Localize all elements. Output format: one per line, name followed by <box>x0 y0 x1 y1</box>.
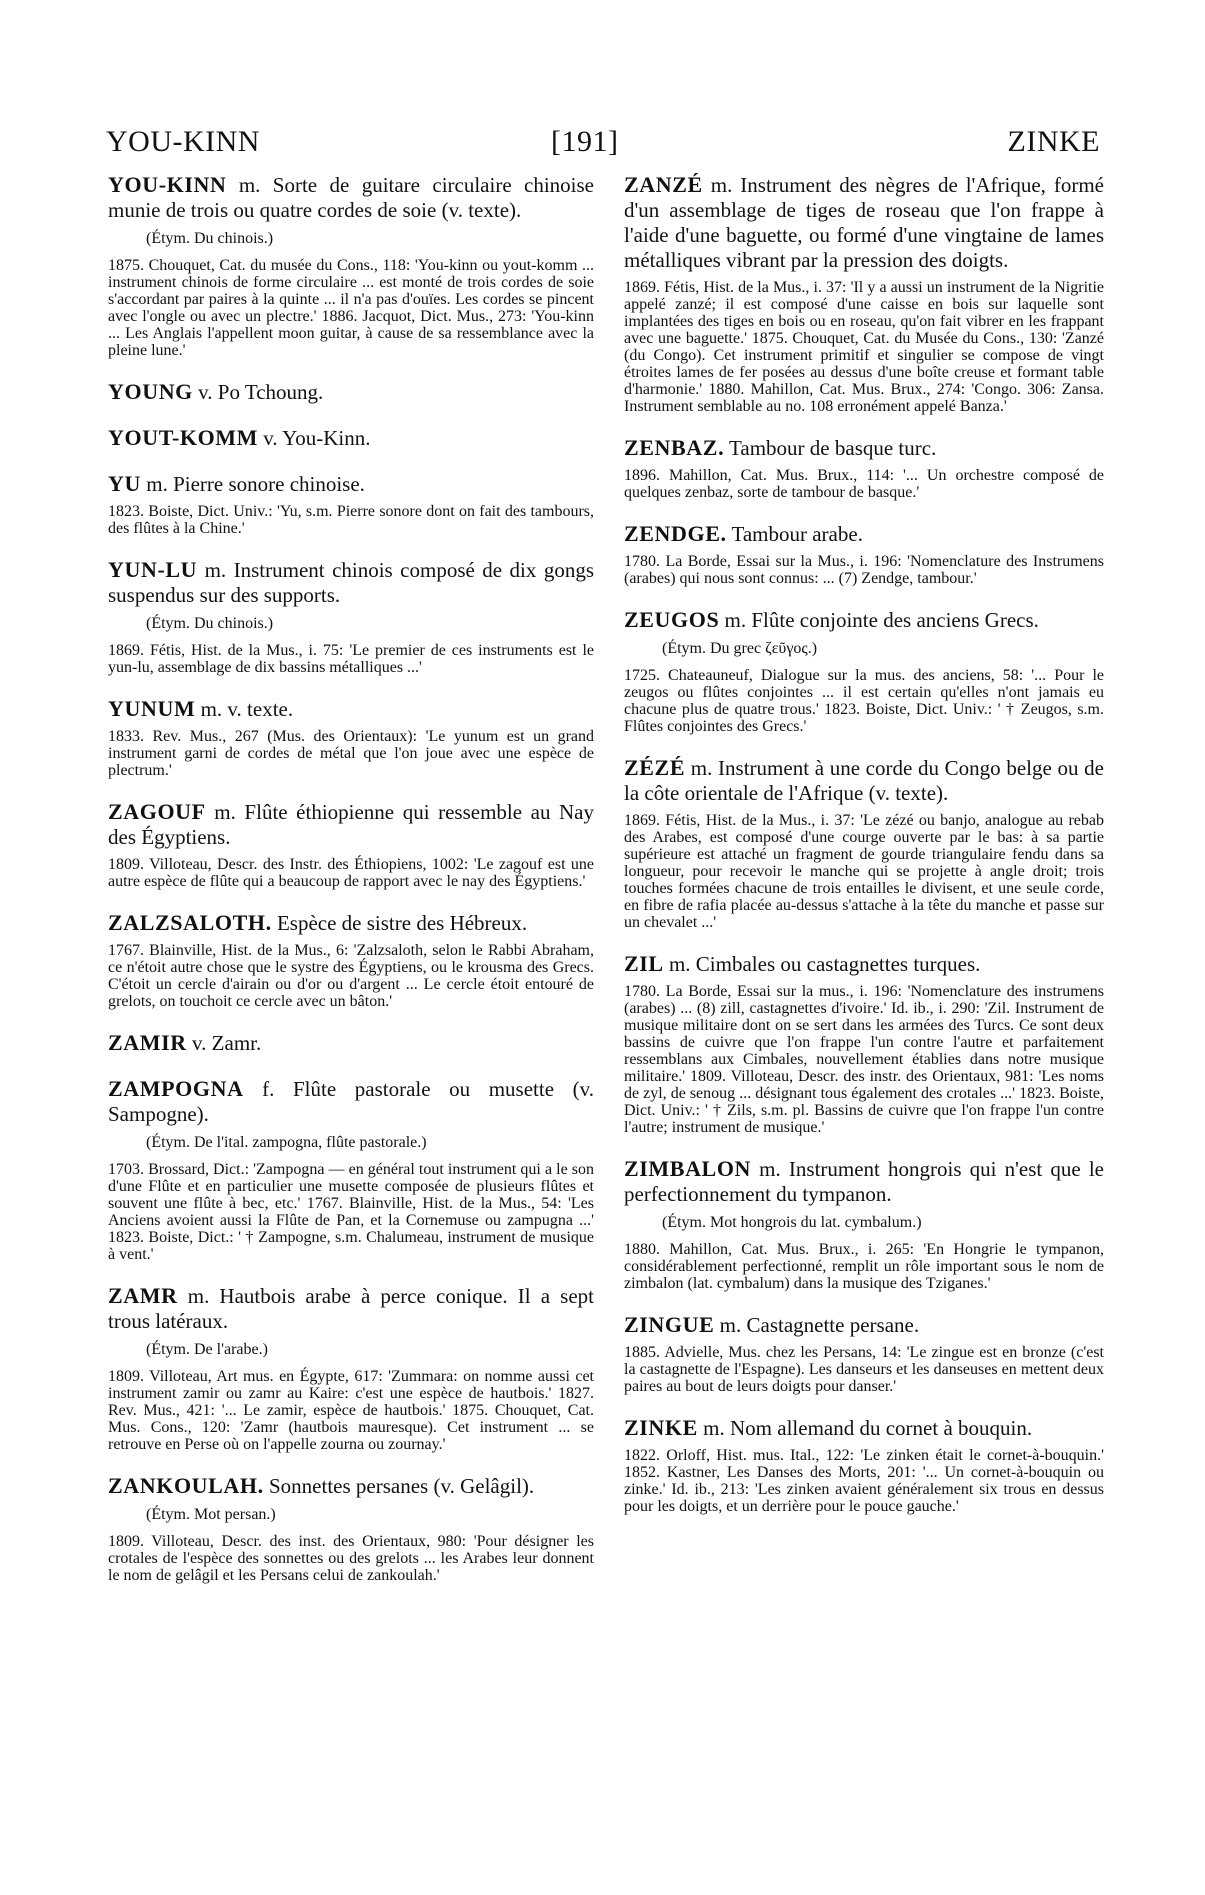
dictionary-entry <box>108 910 594 1010</box>
entry-definition-line <box>624 172 1104 273</box>
entry-citations: 1880. Mahillon, Cat. Mus. Brux., i. 265: 'En Hongrie le tympanon, considérablement perfectionné, remplit un rôle important sous le nom de zimbalon (lat. cymbalum) dans la musique des Tziganes.' <box>624 1241 1104 1292</box>
page-number: [191] <box>551 125 619 158</box>
entry-headword: YOU-KINN <box>108 172 227 197</box>
entry-citations: 1703. Brossard, Dict.: 'Zampogna — en général tout instrument qui a le son d'une Flûte et en particulier une musette composée de plusieurs flûtes et souvent une flûte à bec, etc.' 1767. Blainville, Hist. de la Mus., 54: 'Les Anciens avoient aussi la Flûte de Pan, et la Cornemuse ou zampugna ...' 1823. Boiste, Dict.: ' † Zampogne, s.m. Chalumeau, instrument de musique à vent.' <box>108 1161 594 1263</box>
entry-headword: ZAGOUF <box>108 799 206 824</box>
entry-etymology: (Étym. Mot persan.) <box>146 1506 276 1523</box>
dictionary-entry <box>624 951 1104 1136</box>
entry-definition: m. Instrument hongrois qui n'est que le perfectionnement du tympanon. <box>624 1157 1104 1206</box>
header-last-word: ZINKE <box>1007 125 1100 158</box>
left-column <box>108 172 594 1604</box>
entry-definition: m. Instrument à une corde du Congo belge ou de la côte orientale de l'Afrique (v. texte). <box>624 756 1104 805</box>
entry-definition-line <box>108 557 594 608</box>
entry-citations: 1809. Villoteau, Descr. des inst. des Orientaux, 980: 'Pour désigner les crotales de l'espèce des sonnettes ou des grelots ... les Arabes leur donnent le nom de gelâgil et les Persans celui de zankoulah.' <box>108 1533 594 1584</box>
entry-definition-line <box>108 910 594 936</box>
dictionary-entry <box>108 1283 594 1453</box>
entry-citations: 1885. Advielle, Mus. chez les Persans, 14: 'Le zingue est en bronze (c'est la castagnette de l'Espagne). Les danseurs et les danseuses en mettent deux paires au bout de leurs doigts pour danser.' <box>624 1344 1104 1395</box>
entry-headword: ZEUGOS <box>624 607 720 632</box>
entry-headword: ZAMR <box>108 1283 178 1308</box>
entry-definition: m. Sorte de guitare circulaire chinoise munie de trois ou quatre cordes de soie (v. texte). <box>108 173 594 222</box>
entry-headword: ZALZSALOTH. <box>108 910 272 935</box>
entry-headword: YUNUM <box>108 696 196 721</box>
dictionary-entry <box>624 435 1104 501</box>
dictionary-entry <box>108 1076 594 1263</box>
entry-definition-line <box>624 951 1104 977</box>
entry-etymology: (Étym. De l'ital. zampogna, flûte pastorale.) <box>146 1134 427 1151</box>
entry-definition: m. Nom allemand du cornet à bouquin. <box>697 1416 1033 1440</box>
dictionary-entry <box>624 1312 1104 1395</box>
entry-citations: 1809. Villoteau, Descr. des Instr. des Éthiopiens, 1002: 'Le zagouf est une autre espèce de flûte qui a beaucoup de rapport avec le nay des Égyptiens.' <box>108 856 594 890</box>
entry-citations: 1869. Fétis, Hist. de la Mus., i. 37: 'Il y a aussi un instrument de la Nigritie appelé zanzé; il est composé d'une caisse en bois sur laquelle sont implantées des tiges en bois ou en roseau, qu'on fait vibrer en les frappant avec une baguette.' 1875. Chouquet, Cat. du Musée du Cons., 130: 'Zanzé (du Congo). Cet instrument primitif et singulier se compose de vingt étroites lames de fer posées au dessus d'une boîte creuse et formant table d'harmonie.' 1880. Mahillon, Cat. Mus. Brux., 274: 'Congo. 306: Zansa. Instrument semblable au no. 108 erronément appelé Banza.' <box>624 279 1104 415</box>
entry-headword: ZIL <box>624 951 664 976</box>
entry-headword: ZINGUE <box>624 1312 715 1337</box>
entry-headword: ZAMPOGNA <box>108 1076 244 1101</box>
entry-definition-line <box>624 755 1104 806</box>
dictionary-entry <box>624 521 1104 587</box>
entry-etymology: (Étym. Du chinois.) <box>146 615 274 632</box>
dictionary-entry <box>624 172 1104 415</box>
dictionary-entry <box>108 799 594 890</box>
dictionary-entry <box>108 696 594 779</box>
entry-headword: ZAMIR <box>108 1030 187 1055</box>
entry-etymology: (Étym. Mot hongrois du lat. cymbalum.) <box>662 1214 922 1231</box>
entry-definition-line <box>624 607 1104 633</box>
dictionary-entry <box>108 425 594 451</box>
entry-definition: m. Flûte éthiopienne qui ressemble au Nay des Égyptiens. <box>108 800 594 849</box>
right-column <box>624 172 1104 1535</box>
entry-citations: 1869. Fétis, Hist. de la Mus., i. 75: 'Le premier de ces instruments est le yun-lu, assemblage de dix bassins métalliques ...' <box>108 642 594 676</box>
entry-definition: f. Flûte pastorale ou musette (v. Sampogne). <box>108 1077 594 1126</box>
entry-definition-line <box>108 471 594 497</box>
entry-headword: ZENBAZ. <box>624 435 725 460</box>
entry-citations: 1767. Blainville, Hist. de la Mus., 6: 'Zalzsaloth, selon le Rabbi Abraham, ce n'étoit autre chose que le systre des Égyptiens, ou le krousma des Grecs. C'étoit un cercle d'airain ou d'or ou d'argent ... Le cercle étoit entouré de grelots, on touchoit ce cercle avec un bâton.' <box>108 942 594 1010</box>
dictionary-entry <box>108 1030 594 1056</box>
dictionary-entry <box>108 172 594 359</box>
entry-definition: m. Instrument des nègres de l'Afrique, formé d'un assemblage de tiges de roseau que l'on frappe à l'aide d'une baguette, ou formé d'une vingtaine de lames métalliques vibrant par la pression des doigts. <box>624 173 1104 272</box>
dictionary-entry <box>624 755 1104 931</box>
entry-definition-line <box>108 799 594 850</box>
entry-headword: YU <box>108 471 141 496</box>
entry-etymology: (Étym. De l'arabe.) <box>146 1341 268 1358</box>
entry-citations: 1875. Chouquet, Cat. du musée du Cons., 118: 'You-kinn ou yout-komm ... instrument chinois de forme circulaire ... est monté de trois cordes de soie s'accordant par paires à la quinte ... il n'a pas d'ouïes. Les cordes se pincent avec l'ongle ou avec un plectre.' 1886. Jacquot, Dict. Mus., 273: 'You-kinn ... Les Anglais l'appellent moon guitar, à cause de sa ressemblance avec la pleine lune.' <box>108 257 594 359</box>
entry-headword: ZANZÉ <box>624 172 703 197</box>
entry-etymology: (Étym. Du grec ζεῦγος.) <box>662 640 818 657</box>
entry-citations: 1809. Villoteau, Art mus. en Égypte, 617: 'Zummara: on nomme aussi cet instrument zamir ou zamr au Kaire: c'est une espèce de hautbois.' 1827. Rev. Mus., 421: '... Le zamir, espèce de hautbois.' 1875. Chouquet, Cat. Mus. Cons., 120: 'Zamr (hautbois mauresque). Cet instrument ... se retrouve en Perse où on l'appelle zourna ou zournay.' <box>108 1368 594 1453</box>
dictionary-entry <box>624 607 1104 735</box>
dictionary-entry <box>624 1415 1104 1515</box>
entry-citations: 1780. La Borde, Essai sur la mus., i. 196: 'Nomenclature des instrumens (arabes) ... (8) zill, castagnettes d'ivoire.' Id. ib., i. 290: 'Zil. Instrument de musique militaire dont on se sert dans les armées des Turcs. Ce sont deux bassins de cuivre que l'on frappe l'un contre l'autre et parfaitement ressemblans aux Cimbales, nouvellement établies dans notre musique militaire.' 1809. Villoteau, Descr. des instr. des Orientaux, 981: 'Les noms de zyl, de senoug ... désignant tous également des crotales ...' 1823. Boiste, Dict. Univ.: ' † Zils, s.m. pl. Bassins de cuivre que l'on frappe l'un contre l'autre; instrument de musique.' <box>624 983 1104 1136</box>
entry-etymology: (Étym. Du chinois.) <box>146 230 274 247</box>
entry-headword: YOUT-KOMM <box>108 425 259 450</box>
dictionary-entry <box>108 557 594 676</box>
entry-headword: ZINKE <box>624 1415 698 1440</box>
header-first-word: YOU-KINN <box>106 125 260 158</box>
entry-definition: m. Pierre sonore chinoise. <box>140 472 365 496</box>
entry-definition: m. Hautbois arabe à perce conique. Il a sept trous latéraux. <box>108 1284 594 1333</box>
dictionary-entry <box>108 379 594 405</box>
entry-definition: m. v. texte. <box>195 697 294 721</box>
entry-headword: ZENDGE. <box>624 521 727 546</box>
entry-citations: 1823. Boiste, Dict. Univ.: 'Yu, s.m. Pierre sonore dont on fait des tambours, des flûtes à la Chine.' <box>108 503 594 537</box>
entry-definition: Sonnettes persanes (v. Gelâgil). <box>263 1474 535 1498</box>
entry-definition: v. Zamr. <box>186 1031 262 1055</box>
entry-definition: Espèce de sistre des Hébreux. <box>271 911 528 935</box>
entry-definition-line <box>624 435 1104 461</box>
entry-definition: Tambour de basque turc. <box>724 436 937 460</box>
entry-citations: 1833. Rev. Mus., 267 (Mus. des Orientaux): 'Le yunum est un grand instrument garni de cordes de métal que l'on joue avec une espèce de plectrum.' <box>108 728 594 779</box>
entry-definition-line <box>624 521 1104 547</box>
running-header <box>106 125 1100 165</box>
entry-definition: v. You-Kinn. <box>258 426 371 450</box>
entry-definition-line <box>108 1473 594 1499</box>
entry-headword: ZIMBALON <box>624 1156 752 1181</box>
entry-definition-line <box>624 1312 1104 1338</box>
entry-headword: YUN-LU <box>108 557 198 582</box>
entry-definition-line <box>108 379 594 405</box>
entry-definition-line <box>108 696 594 722</box>
dictionary-entry <box>108 471 594 537</box>
entry-definition: v. Po Tchoung. <box>192 380 324 404</box>
dictionary-entry <box>624 1156 1104 1292</box>
entry-headword: ZÉZÉ <box>624 755 686 780</box>
entry-definition-line <box>108 172 594 223</box>
dictionary-entry <box>108 1473 594 1584</box>
entry-definition-line <box>624 1415 1104 1441</box>
entry-definition-line <box>624 1156 1104 1207</box>
entry-citations: 1896. Mahillon, Cat. Mus. Brux., 114: '... Un orchestre composé de quelques zenbaz, sorte de tambour de basque.' <box>624 467 1104 501</box>
entry-definition-line <box>108 1076 594 1127</box>
entry-definition-line <box>108 425 594 451</box>
entry-definition: m. Instrument chinois composé de dix gongs suspendus sur des supports. <box>108 558 594 607</box>
entry-citations: 1725. Chateauneuf, Dialogue sur la mus. des anciens, 58: '... Pour le zeugos ou flûtes conjointes ... il est certain qu'elles n'ont jamais eu chacune plus de quatre trous.' 1823. Boiste, Dict. Univ.: ' † Zeugos, s.m. Flûtes conjointes des Grecs.' <box>624 667 1104 735</box>
entry-citations: 1869. Fétis, Hist. de la Mus., i. 37: 'Le zézé ou banjo, analogue au rebab des Arabes, est composé d'une courge ouverte par le bas: à sa partie supérieure est attaché un fragment de gourde triangulaire fendu dans sa longueur, pour recevoir le manche qui se projette à angle droit; trois touches formées chacune de trois entailles le divisent, et une seule corde, en fibre de rafia placée au-dessus s'attache à la tête du manche et passe sur un chevalet ...' <box>624 812 1104 931</box>
entry-headword: ZANKOULAH. <box>108 1473 264 1498</box>
entry-definition: m. Flûte conjointe des anciens Grecs. <box>719 608 1039 632</box>
entry-headword: YOUNG <box>108 379 193 404</box>
entry-definition-line <box>108 1030 594 1056</box>
entry-definition-line <box>108 1283 594 1334</box>
entry-definition: m. Castagnette persane. <box>714 1313 920 1337</box>
entry-citations: 1822. Orloff, Hist. mus. Ital., 122: 'Le zinken était le cornet-à-bouquin.' 1852. Kastner, Les Danses des Morts, 201: '... Un cornet-à-bouquin ou zinke.' Id. ib., 213: 'Les zinken avaient généralement six trous en dessus pour les doigts, et un derrière pour le pouce gauche.' <box>624 1447 1104 1515</box>
entry-definition: Tambour arabe. <box>726 522 863 546</box>
entry-definition: m. Cimbales ou castagnettes turques. <box>663 952 981 976</box>
entry-citations: 1780. La Borde, Essai sur la Mus., i. 196: 'Nomenclature des Instrumens (arabes) qui nous sont connus: ... (7) Zendge, tambour.' <box>624 553 1104 587</box>
